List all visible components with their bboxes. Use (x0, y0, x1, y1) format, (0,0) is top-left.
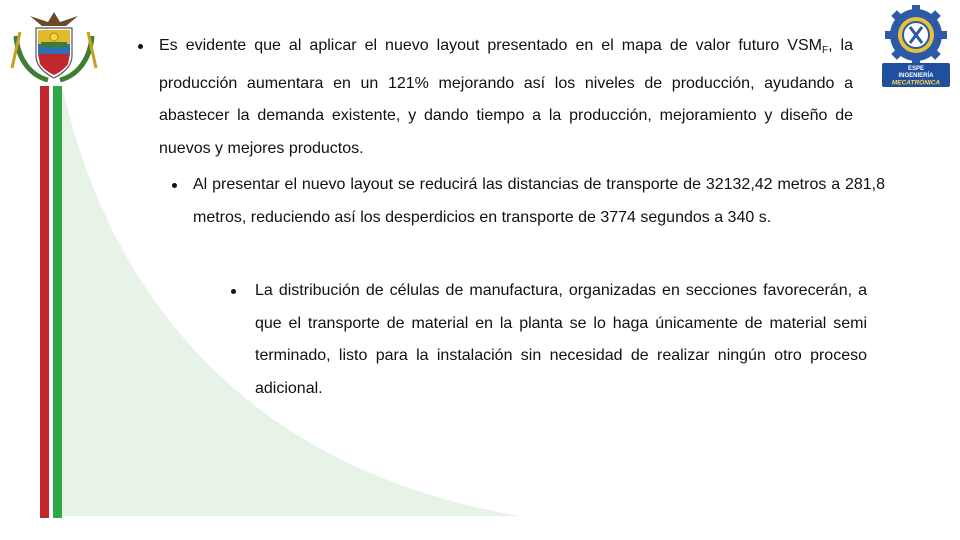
white-stripe (49, 86, 53, 518)
logo-line-2: INGENIERÍA (898, 73, 934, 79)
bullet-1-text: Es evidente que al aplicar el nuevo layout presentado en el mapa de valor futuro VSM (159, 37, 822, 54)
bullet-1-subscript: F (821, 45, 829, 56)
bullet-paragraph-1 (159, 30, 853, 165)
bullet-paragraph-2: Al presentar el nuevo layout se reducirá las distancias de transporte de 32132,42 metros a 281,8 metros, reduciendo así los desperdicios en transporte de 3774 segundos a 340 s. (193, 176, 885, 226)
logo-line-3: MECATRÓNICA (891, 79, 941, 87)
red-stripe (40, 86, 49, 518)
bullet-dot (172, 183, 177, 188)
espe-mechatronics-logo (880, 5, 952, 87)
bullet-dot (231, 289, 236, 294)
coat-of-arms-logo (8, 6, 100, 86)
gear-icon (880, 5, 952, 87)
bullet-dot (138, 44, 143, 49)
bullet-paragraph-3: La distribución de células de manufactura, organizadas en secciones favorecerán, a que el transporte de material en la planta se lo haga únicamente de material semi terminado, listo para la instalación sin necesidad de realizar ningún otro proceso adicional. (255, 282, 867, 397)
bullet-1-text-rest: , la producción aumentara en un 121% mejorando así los niveles de producción, ayudando a abastecer la demanda existente, y dando tiempo a la producción, mejoramiento y diseño de nuevos y mejores productos. (159, 37, 854, 157)
green-stripe (53, 86, 62, 518)
logo-line-1: ESPE (907, 66, 925, 72)
